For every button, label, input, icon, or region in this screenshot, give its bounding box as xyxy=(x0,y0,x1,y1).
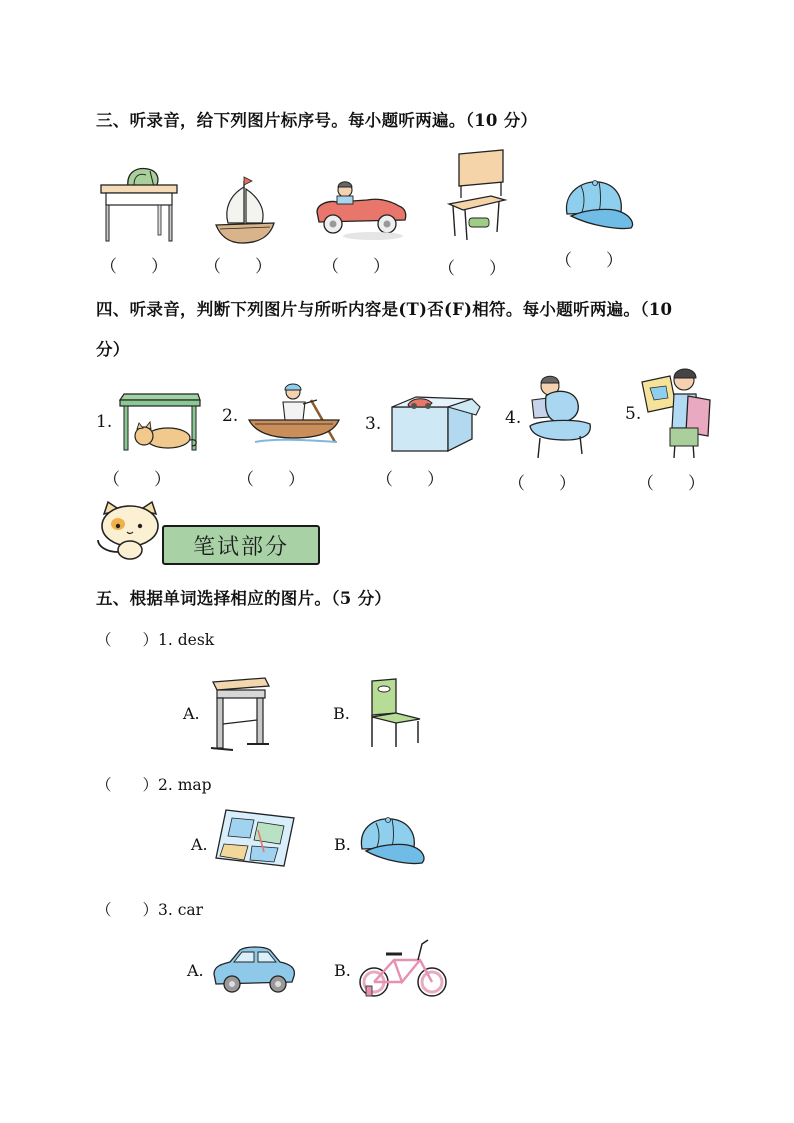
answer-paren-3[interactable]: （ ） xyxy=(322,257,390,277)
chair-icon xyxy=(445,148,509,242)
item-number-2: 2. xyxy=(222,406,239,426)
answer-paren-1[interactable]: （ ） xyxy=(100,257,168,277)
q3-paren[interactable]: （ ） xyxy=(96,901,159,919)
section5-heading: 五、根据单词选择相应的图片。（5 分） xyxy=(96,589,392,608)
bike-icon[interactable] xyxy=(358,936,450,1002)
tf-paren-2[interactable]: （ ） xyxy=(237,470,305,490)
q2-option-b-label[interactable]: B. xyxy=(334,835,351,854)
boat-icon xyxy=(212,175,276,247)
cap-icon[interactable] xyxy=(358,815,426,871)
answer-paren-4[interactable]: （ ） xyxy=(438,259,506,279)
boy-with-map-icon xyxy=(640,366,712,460)
item-number-4: 4. xyxy=(505,408,522,428)
box-icon xyxy=(386,393,482,455)
item-number-1: 1. xyxy=(96,412,113,432)
man-in-boat-icon xyxy=(245,380,343,448)
q3-line xyxy=(96,898,203,920)
q1-option-a-label[interactable]: A. xyxy=(183,704,200,723)
item-number-5: 5. xyxy=(625,404,642,424)
q2-option-a-label[interactable]: A. xyxy=(191,835,208,854)
cat-under-table-icon xyxy=(118,392,202,454)
map-icon[interactable] xyxy=(214,808,296,868)
q1-line xyxy=(96,628,214,650)
q3-option-b-label[interactable]: B. xyxy=(334,961,351,980)
q1-paren[interactable]: （ ） xyxy=(96,631,159,649)
q1-option-b-label[interactable]: B. xyxy=(333,704,350,723)
tf-paren-1[interactable]: （ ） xyxy=(103,470,171,490)
cap-icon xyxy=(561,178,635,234)
answer-paren-2[interactable]: （ ） xyxy=(204,257,272,277)
answer-paren-5[interactable]: （ ） xyxy=(555,251,623,271)
desk-icon[interactable] xyxy=(207,672,271,754)
chair-icon[interactable] xyxy=(366,677,424,749)
q2-line xyxy=(96,773,212,795)
desk-with-bag-icon xyxy=(98,165,180,245)
tf-paren-4[interactable]: （ ） xyxy=(508,474,576,494)
written-part-banner: 笔试部分 xyxy=(162,525,320,565)
item-number-3: 3. xyxy=(365,414,382,434)
section4-heading-line2: 分） xyxy=(96,340,130,359)
car-with-driver-icon xyxy=(313,178,411,242)
car-icon[interactable] xyxy=(210,940,298,998)
q2-paren[interactable]: （ ） xyxy=(96,776,159,794)
boy-behind-chair-icon xyxy=(526,374,594,460)
section4-heading-line1: 四、听录音，判断下列图片与所听内容是(T)否(F)相符。每小题听两遍。（10 xyxy=(96,300,673,319)
q3-option-a-label[interactable]: A. xyxy=(187,961,204,980)
tf-paren-5[interactable]: （ ） xyxy=(637,474,705,494)
section3-heading: 三、听录音，给下列图片标序号。每小题听两遍。（10 分） xyxy=(96,111,538,130)
q3-text: 3. car xyxy=(158,901,204,919)
cat-mascot-icon xyxy=(94,500,166,562)
tf-paren-3[interactable]: （ ） xyxy=(376,470,444,490)
q2-text: 2. map xyxy=(158,776,212,794)
q1-text: 1. desk xyxy=(158,631,215,649)
